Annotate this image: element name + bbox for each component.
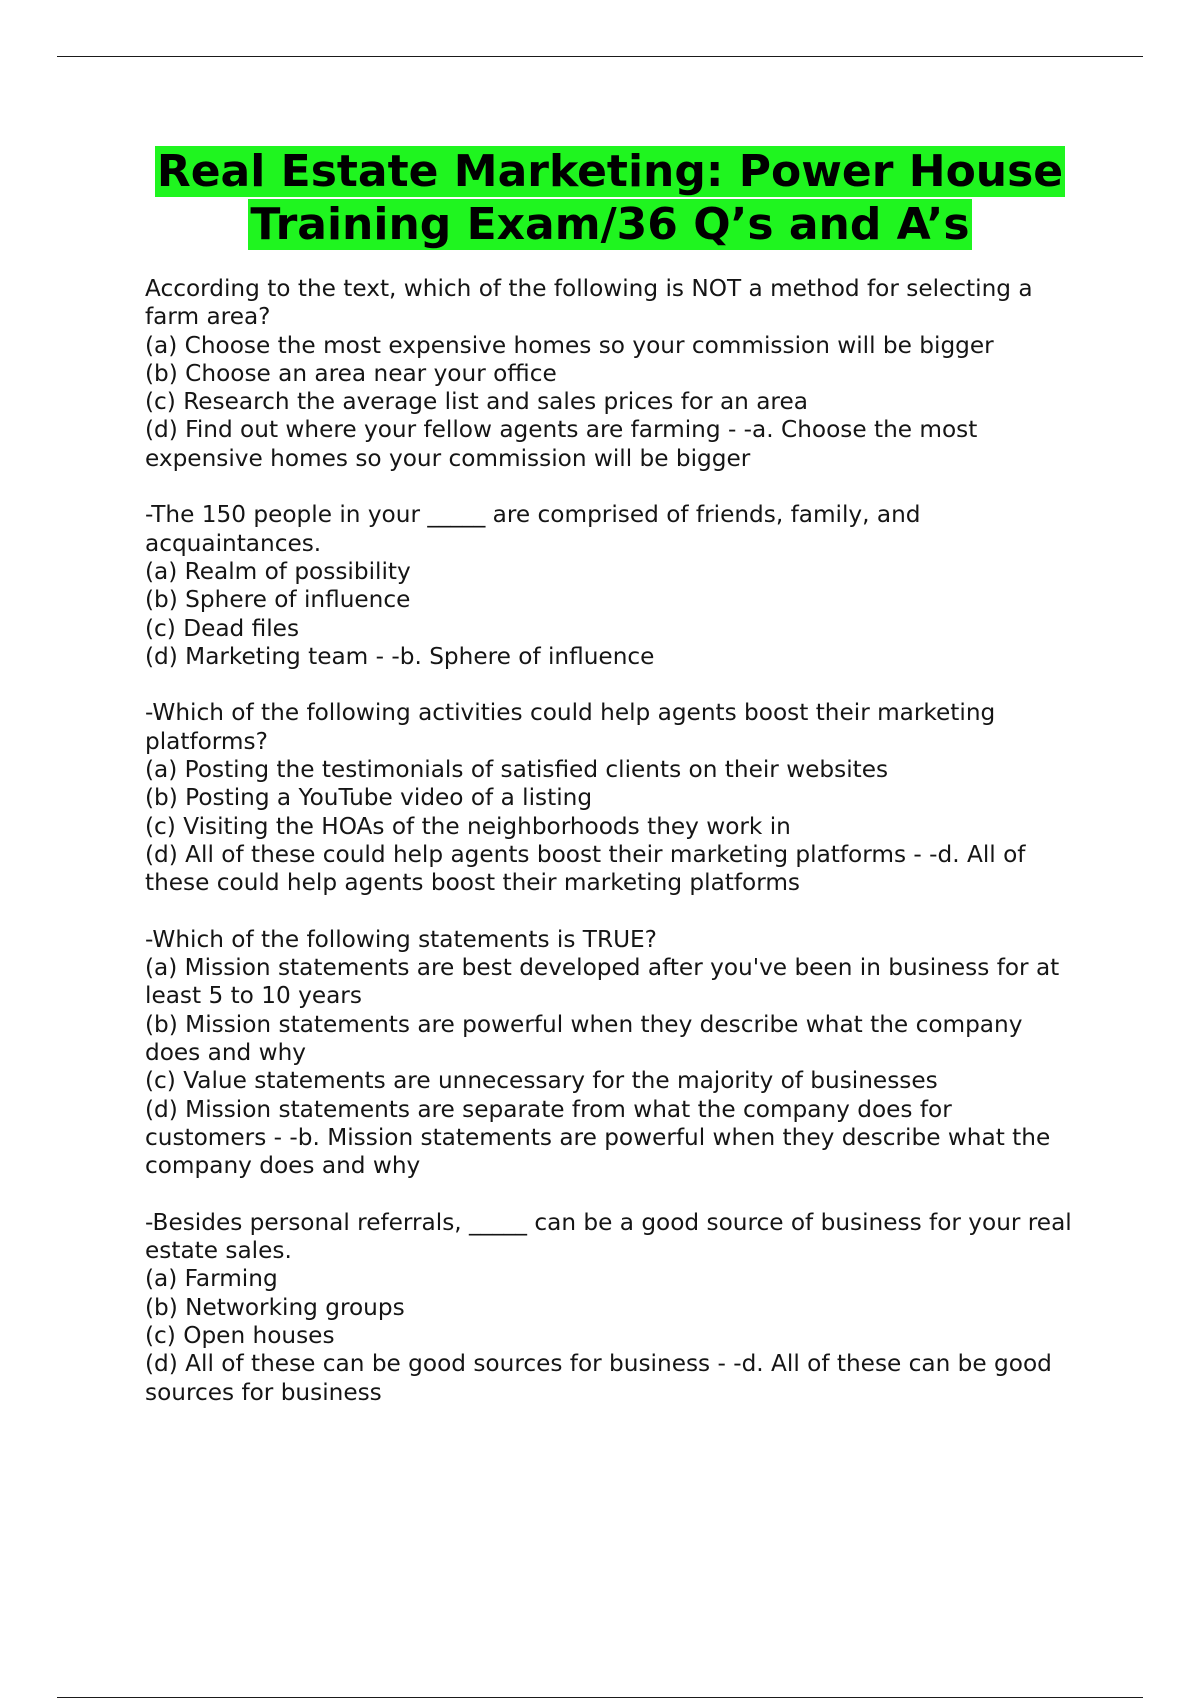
answer-option: (d) Mission statements are separate from what the company does for customers - -b. Mission statements are powerful when they describe what the company does and why (145, 1095, 1051, 1180)
answer-option: (c) Research the average list and sales prices for an area (145, 388, 808, 416)
answer-option: (b) Posting a YouTube video of a listing (145, 784, 593, 812)
question-block (145, 501, 1075, 671)
answer-option: (a) Mission statements are best developed after you've been in business for at least 5 to 10 years (145, 954, 1060, 1010)
question-list (145, 275, 1075, 1435)
question-block (145, 926, 1075, 1181)
answer-option: (d) Marketing team - -b. Sphere of influence (145, 642, 655, 670)
question-prompt: -Besides personal referrals, _____ can be a good source of business for your real estate sales. (145, 1208, 1072, 1265)
answer-option: (b) Sphere of influence (145, 586, 411, 614)
question-block (145, 275, 1075, 473)
question-prompt: According to the text, which of the following is NOT a method for selecting a farm area? (145, 275, 1033, 331)
question-prompt: -Which of the following activities could help agents boost their marketing platforms? (145, 699, 996, 755)
title-line-2: Training Exam/36 Q’s and A’s (250, 199, 970, 250)
answer-option: (d) Find out where your fellow agents are farming - -a. Choose the most expensive homes so your commission will be bigger (145, 416, 978, 472)
question-prompt: -The 150 people in your _____ are comprised of friends, family, and acquaintances. (145, 501, 921, 557)
footer-rule (57, 1697, 1143, 1698)
answer-option: (b) Mission statements are powerful when they describe what the company does and why (145, 1010, 1023, 1067)
answer-option: (c) Value statements are unnecessary for the majority of businesses (145, 1067, 938, 1095)
question-prompt: -Which of the following statements is TRUE? (145, 925, 657, 953)
title-line-1: Real Estate Marketing: Power House (156, 146, 1064, 197)
answer-option: (b) Networking groups (145, 1293, 405, 1321)
answer-option: (c) Dead files (145, 614, 300, 642)
question-block (145, 1209, 1075, 1407)
question-block (145, 699, 1075, 897)
answer-option: (c) Open houses (145, 1321, 335, 1349)
answer-option: (d) All of these could help agents boost their marketing platforms - -d. All of these could help agents boost their marketing platforms (145, 840, 1026, 897)
answer-option: (a) Choose the most expensive homes so your commission will be bigger (145, 331, 994, 359)
answer-option: (b) Choose an area near your office (145, 359, 557, 387)
answer-option: (a) Posting the testimonials of satisfied clients on their websites (145, 756, 889, 784)
answer-option: (d) All of these can be good sources for business - -d. All of these can be good sources for business (145, 1350, 1052, 1406)
answer-option: (a) Farming (145, 1265, 278, 1293)
page-title (145, 145, 1075, 251)
answer-option: (c) Visiting the HOAs of the neighborhoods they work in (145, 812, 791, 840)
header-rule (57, 56, 1143, 57)
answer-option: (a) Realm of possibility (145, 557, 411, 585)
